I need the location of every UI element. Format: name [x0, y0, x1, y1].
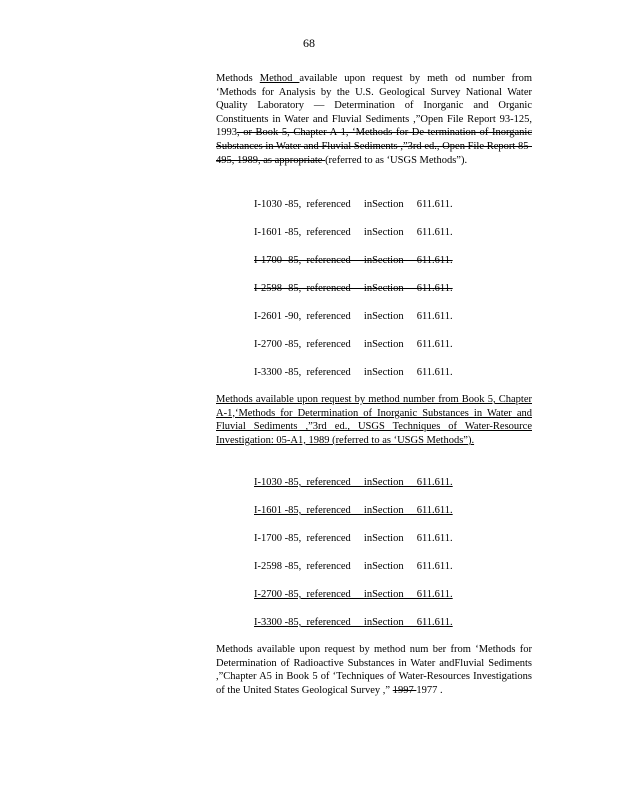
list2-item-inserted: I-1601 -85, referenced inSection 611.611.: [254, 505, 453, 516]
para3-text-1: Methods available upon request by method num ber from ‘Methods for Determination of Radioactive Substances in Water andFluvial Sediments ,”Chapter A5 in Book 5 of ‘Techniques of Water-Resources Investigations of the United States Geological Survey ,”: [216, 644, 532, 696]
list2-item: I-1700 -85, referenced inSection 611.611.: [254, 533, 453, 544]
paragraph-book5-methods: Methods available upon request by method number from Book 5, Chapter A-1,‘Methods for Determination of Inorganic Substances in Water and Fluvial Sediments ,”3rd ed., USGS Techniques of Water-Resource Investigation: 05-A1, 1989 (referred to as ‘USGS Methods”).: [216, 394, 532, 446]
list1-item: I-3300 -85, referenced inSection 611.611.: [254, 367, 453, 378]
para3-text-2: 1977 .: [416, 684, 443, 696]
list1-item: I-1601 -85, referenced inSection 611.611.: [254, 227, 453, 238]
list2-item-inserted: I-1030 -85, referenced inSection 611.611.: [254, 477, 453, 488]
list1-item: I-1030 -85, referenced inSection 611.611.: [254, 199, 453, 210]
paragraph-radioactive-methods: [216, 643, 532, 697]
para1-inserted-word: Method: [259, 73, 300, 84]
paragraph-methods-intro: [216, 72, 532, 167]
page-number: 68: [303, 36, 315, 50]
list2-item-inserted: I-2700 -85, referenced inSection 611.611.: [254, 589, 453, 600]
list1-item: I-2601 -90, referenced inSection 611.611.: [254, 311, 453, 322]
list2-item: I-2598 -85, referenced inSection 611.611.: [254, 561, 453, 572]
list1-item-deleted: I-1700 -85, referenced inSection 611.611.: [254, 255, 453, 266]
para1-text-3: (referred to as ‘USGS Methods”).: [325, 154, 468, 166]
list1-item-deleted: I-2598 -85, referenced inSection 611.611.: [254, 283, 453, 294]
list1-item: I-2700 -85, referenced inSection 611.611.: [254, 339, 453, 350]
para1-deleted-text: , or Book 5, Chapter A-1, ‘Methods for De termination of Inorganic Substances in Water and Fluvial Sediments ,”3rd ed., Open File Report 85-495, 1989, as appropriate: [216, 127, 532, 166]
list2-item-inserted: I-3300 -85, referenced inSection 611.611.: [254, 617, 453, 628]
para1-text-2: available upon request by meth od number from ‘Methods for Analysis by the U.S. Geological Survey National Water Quality Laboratory — Determination of Inorganic and Organic Constituents in Water and Fluvial Sediments ,”Open File Report 93-125, 1993: [216, 73, 533, 139]
para3-deleted-year: 1997: [392, 684, 417, 696]
para1-text-1: Methods: [216, 73, 260, 84]
